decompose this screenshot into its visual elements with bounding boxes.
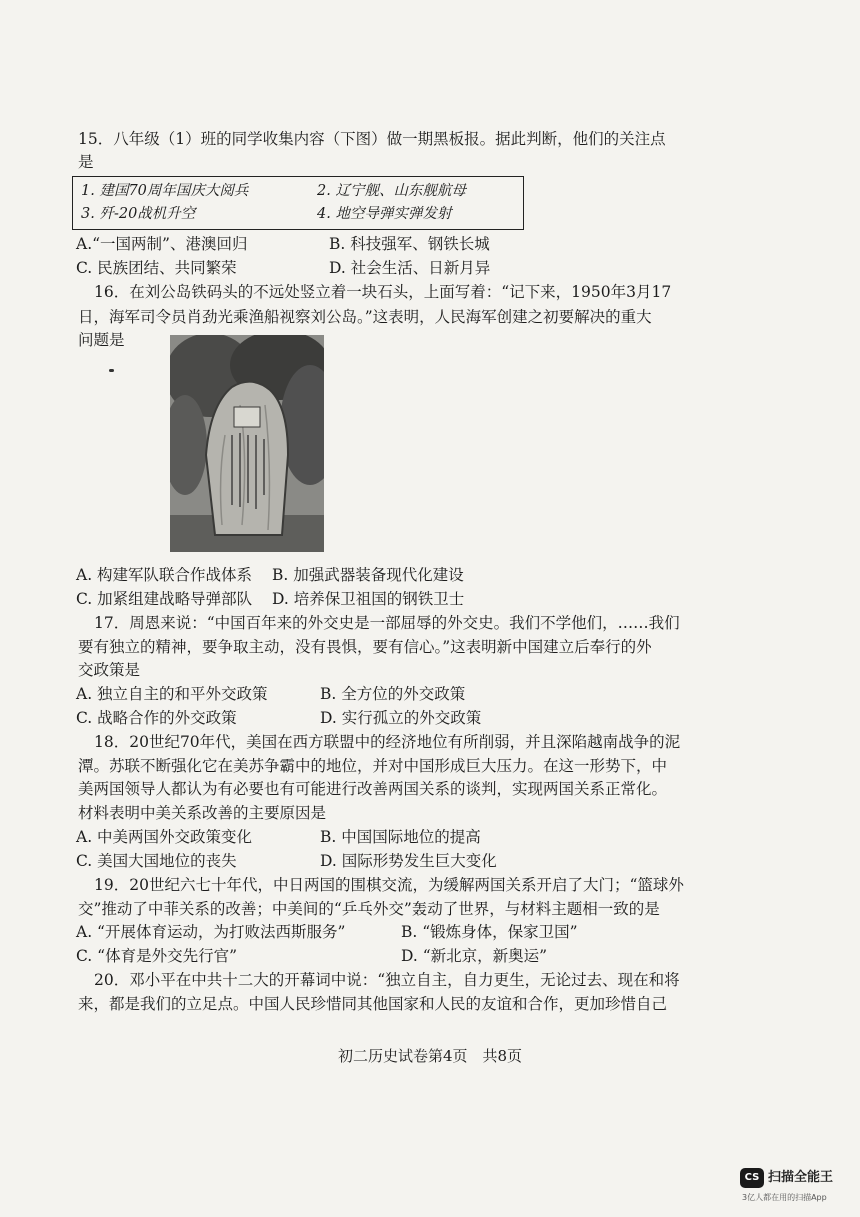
q17-option-b: B. 全方位的外交政策	[320, 685, 466, 703]
q15-option-b: B. 科技强军、钢铁长城	[329, 235, 490, 253]
q19-option-c: C. “体育是外交先行官”	[76, 947, 238, 965]
camscanner-logo-icon: CS	[740, 1168, 764, 1188]
q16-option-d: D. 培养保卫祖国的钢铁卫士	[272, 590, 465, 608]
q15-option-c: C. 民族团结、共同繁荣	[76, 259, 237, 277]
q18-option-c: C. 美国大国地位的丧失	[76, 852, 237, 870]
scan-speck	[109, 369, 114, 372]
q18-option-b: B. 中国国际地位的提高	[320, 828, 481, 846]
q20-stem-line-2: 来，都是我们的立足点。中国人民珍惜同其他国家和人民的友谊和合作，更加珍惜自己	[78, 995, 668, 1013]
q15-box-item-1: 1. 建国70周年国庆大阅兵	[81, 183, 249, 199]
q19-option-a: A. “开展体育运动，为打败法西斯服务”	[76, 923, 346, 941]
page-footer: 初二历史试卷第4页 共8页	[337, 1047, 523, 1065]
q16-option-a: A. 构建军队联合作战体系	[76, 566, 253, 584]
q17-option-c: C. 战略合作的外交政策	[76, 709, 237, 727]
q18-option-a: A. 中美两国外交政策变化	[76, 828, 253, 846]
q19-stem-line-2: 交”推动了中菲关系的改善；中美间的“乒乓外交”轰动了世界，与材料主题相一致的是	[78, 900, 660, 918]
watermark-app-name: 扫描全能王	[768, 1170, 834, 1185]
q16-stem-line-1: 16．在刘公岛铁码头的不远处竖立着一块石头，上面写着：“记下来，1950年3月17	[94, 283, 672, 301]
q17-option-d: D. 实行孤立的外交政策	[320, 709, 482, 727]
q15-options-row-2	[76, 257, 676, 279]
q17-stem-line-2: 要有独立的精神，要争取主动，没有畏惧，要有信心。”这表明新中国建立后奉行的外	[78, 638, 652, 656]
q20-stem-line-1: 20．邓小平在中共十二大的开幕词中说：“独立自主，自力更生，无论过去、现在和将	[94, 971, 680, 989]
q17-stem-line-1: 17．周恩来说：“中国百年来的外交史是一部屈辱的外交史。我们不学他们，……我们	[94, 614, 680, 632]
q16-stem-line-2: 日，海军司令员肖劲光乘渔船视察刘公岛。”这表明，人民海军创建之初要解决的重大	[78, 308, 652, 326]
q18-stem-line-1: 18．20世纪70年代，美国在西方联盟中的经济地位有所削弱，并且深陷越南战争的泥	[94, 733, 681, 751]
q19-stem-line-1: 19．20世纪六七十年代，中日两国的围棋交流，为缓解两国关系开启了大门；“篮球外	[94, 876, 684, 894]
q18-stem-line-3: 美两国领导人都认为有必要也有可能进行改善两国关系的谈判，实现两国关系正常化。	[78, 780, 668, 798]
q15-options-row-1	[76, 233, 676, 255]
q15-option-a: A.“一国两制”、港澳回归	[76, 235, 248, 253]
q19-option-d: D. “新北京，新奥运”	[401, 947, 548, 965]
q15-box-item-3: 3. 歼-20战机升空	[81, 206, 196, 222]
q17-options-row-2	[76, 707, 676, 729]
q15-stem-line-1: 15．八年级（1）班的同学收集内容（下图）做一期黑板报。据此判断，他们的关注点	[78, 130, 666, 148]
q18-options-row-2	[76, 850, 676, 872]
watermark-tagline: 3亿人都在用的扫描App	[742, 1193, 827, 1202]
q17-option-a: A. 独立自主的和平外交政策	[76, 685, 268, 703]
q15-box-item-2: 2. 辽宁舰、山东舰航母	[317, 183, 466, 199]
q18-stem-line-4: 材料表明中美关系改善的主要原因是	[78, 804, 327, 822]
q19-options-row-2	[76, 945, 676, 967]
q18-option-d: D. 国际形势发生巨大变化	[320, 852, 497, 870]
q15-option-d: D. 社会生活、日新月异	[329, 259, 491, 277]
q15-box-item-4: 4. 地空导弹实弹发射	[317, 206, 452, 222]
stone-monument-photo	[170, 335, 324, 552]
q17-stem-line-3: 交政策是	[78, 661, 141, 679]
q17-options-row-1	[76, 683, 676, 705]
q19-options-row-1	[76, 921, 676, 943]
q16-stem-line-3: 问题是	[78, 331, 125, 349]
q15-stem-line-2: 是	[78, 153, 94, 171]
q18-options-row-1	[76, 826, 676, 848]
q19-option-b: B. “锻炼身体，保家卫国”	[401, 923, 578, 941]
q16-options-row-2	[76, 588, 676, 610]
q16-option-b: B. 加强武器装备现代化建设	[272, 566, 464, 584]
q16-options-row-1	[76, 564, 676, 586]
q16-option-c: C. 加紧组建战略导弹部队	[76, 590, 253, 608]
q18-stem-line-2: 潭。苏联不断强化它在美苏争霸中的地位，并对中国形成巨大压力。在这一形势下，中	[78, 757, 668, 775]
q15-content-box	[72, 176, 524, 230]
